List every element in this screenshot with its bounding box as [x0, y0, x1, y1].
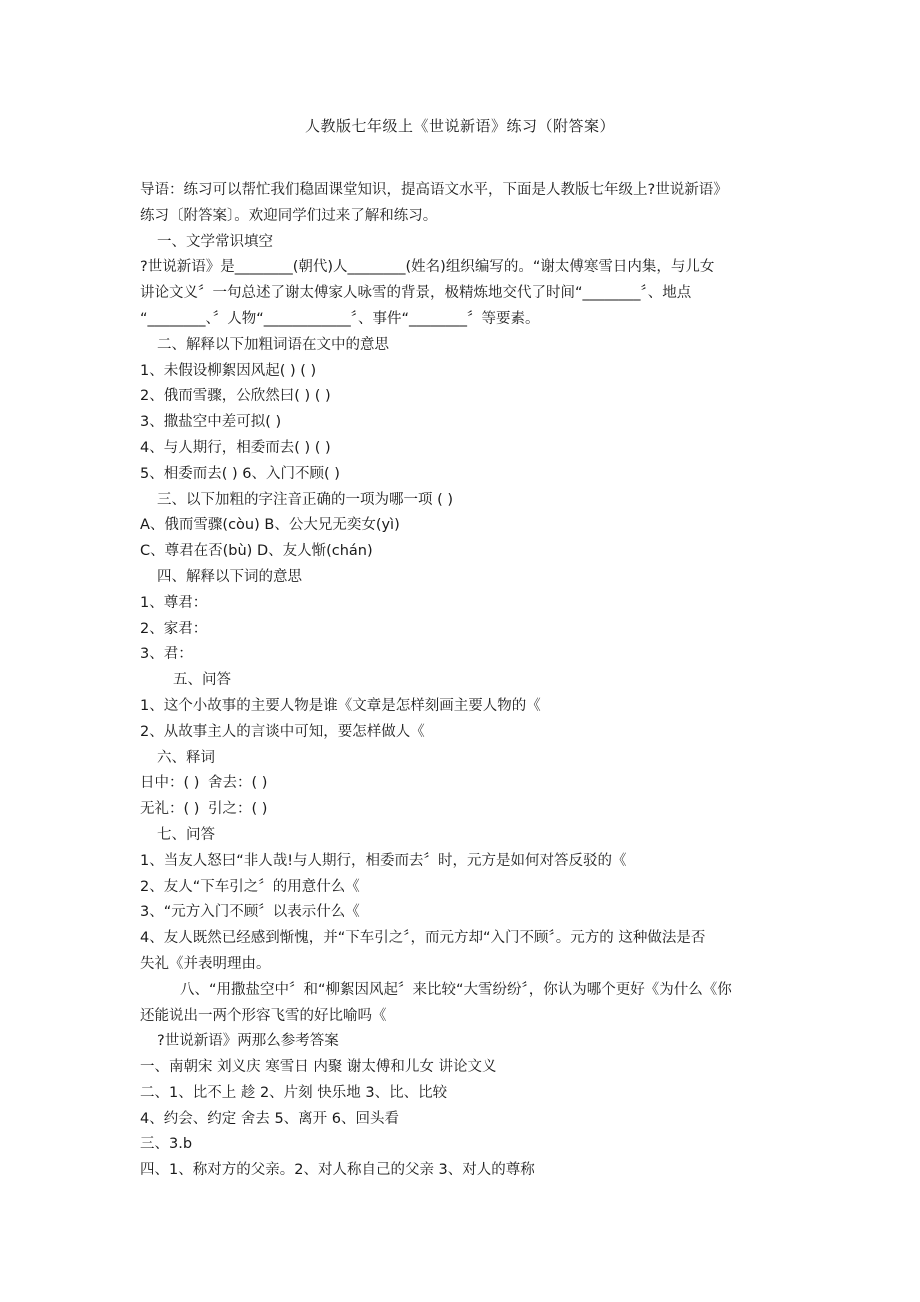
- choice-line: C、尊君在否(bù) D、友人惭(chán): [140, 543, 373, 560]
- answer-line: 三、3.b: [140, 1136, 193, 1153]
- question-item: 5、相委而去( ) 6、入门不顾( ): [140, 465, 340, 482]
- term-cell: 舍去：( ): [208, 775, 268, 792]
- question-item: 4、与人期行，相委而去( ) ( ): [140, 439, 331, 456]
- question-item: 失礼《并表明理由。: [140, 955, 271, 972]
- question-item: 2、友人“下车引之〞的用意什么《: [140, 878, 360, 895]
- document-title: 人教版七年级上《世说新语》练习（附答案）: [304, 117, 615, 135]
- question-item: 1、尊君：: [140, 594, 208, 611]
- section-heading: 七、问答: [157, 826, 215, 843]
- question-item: 2、从故事主人的言谈中可知，要怎样做人《: [140, 723, 425, 740]
- answer-line: 4、约会、约定 舍去 5、离开 6、回头看: [140, 1110, 400, 1127]
- term-row: [140, 771, 820, 797]
- answer-line: 一、南朝宋 刘义庆 寒雪日 内聚 谢太傅和儿女 讲论文义: [140, 1059, 497, 1076]
- term-cell: 引之：( ): [208, 801, 268, 818]
- question-item: 1、当友人怒曰“非人哉!与人期行，相委而去〞时，元方是如何对答反驳的《: [140, 852, 627, 869]
- choice-line: A、俄而雪骤(còu) B、公大兄无奕女(yì): [140, 517, 400, 534]
- question-item: 2、俄而雪骤，公欣然曰( ) ( ): [140, 388, 331, 405]
- answer-line: 二、1、比不上 趁 2、片刻 快乐地 3、比、比较: [140, 1084, 448, 1101]
- paragraph-line: ?世说新语》是________(朝代)人________(姓名)组织编写的。“谢太傅寒雪日内集，与儿女: [140, 259, 715, 276]
- term-row: [140, 797, 820, 823]
- question-item: 2、家君：: [140, 620, 208, 637]
- section-eight-line: 还能说出一两个形容飞雪的好比喻吗《: [140, 1007, 387, 1024]
- answer-line: 四、1、称对方的父亲。2、对人称自己的父亲 3、对人的尊称: [140, 1162, 535, 1179]
- section-heading: 五、问答: [173, 672, 231, 689]
- section-heading: 三、以下加粗的字注音正确的一项为哪一项 ( ): [157, 491, 454, 508]
- question-item: 3、撒盐空中差可拟( ): [140, 414, 282, 431]
- section-heading: 六、释词: [157, 749, 215, 766]
- intro-line: 导语：练习可以帮忙我们稳固课堂知识，提高语文水平，下面是人教版七年级上?世说新语》: [140, 182, 728, 198]
- question-item: 4、友人既然已经感到惭愧，并“下车引之〞，而元方却“入门不顾〞。元方的 这种做法是否: [140, 930, 706, 947]
- term-cell: 日中：( ): [140, 775, 200, 792]
- intro-line: 练习〔附答案〕。欢迎同学们过来了解和练习。: [140, 207, 438, 224]
- document-body: [140, 178, 820, 1184]
- question-item: 3、“元方入门不顾〞以表示什么《: [140, 904, 360, 921]
- question-item: 3、君：: [140, 646, 193, 663]
- paragraph-line: “________、〞人物“____________〞、事件“________〞等要素。: [140, 310, 540, 327]
- paragraph-line: 讲论文义〞一句总述了谢太傅家人咏雪的背景，极精炼地交代了时间“________〞、地点: [140, 285, 692, 302]
- term-cell: 无礼：( ): [140, 801, 200, 818]
- section-eight-line: 八、“用撒盐空中〞和“柳絮因风起〞来比较“大雪纷纷〞，你认为哪个更好《为什么《你: [180, 981, 732, 998]
- section-heading: 一、文学常识填空: [157, 233, 273, 250]
- answers-heading: ?世说新语》两那么参考答案: [157, 1033, 339, 1050]
- section-heading: 四、解释以下词的意思: [157, 568, 302, 585]
- question-item: 1、未假设柳絮因风起( ) ( ): [140, 362, 317, 379]
- question-item: 1、这个小故事的主要人物是谁《文章是怎样刻画主要人物的《: [140, 697, 541, 714]
- section-heading: 二、解释以下加粗词语在文中的意思: [157, 336, 389, 353]
